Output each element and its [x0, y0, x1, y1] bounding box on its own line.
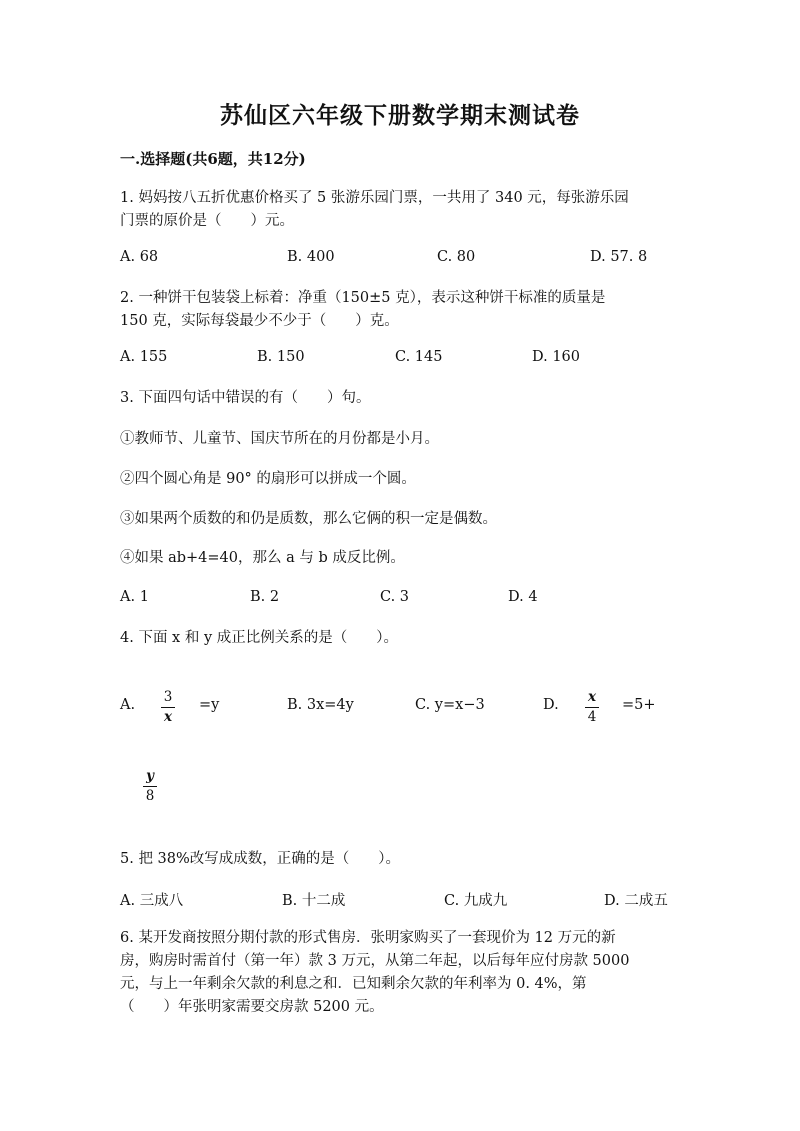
fraction-numerator: y: [146, 768, 154, 784]
question-3-option-b: B. 2: [250, 589, 280, 605]
section-heading: 一.选择题(共6题，共12分): [120, 150, 306, 168]
question-6-line-2: 房，购房时需首付（第一年）款 3 万元，从第二年起，以后每年应付房款 5000: [120, 953, 630, 969]
question-3-option-d: D. 4: [508, 589, 538, 605]
fraction-bar: [585, 707, 599, 708]
fraction-bar: [143, 786, 157, 787]
question-3-option-a: A. 1: [120, 589, 149, 605]
fraction-denominator: x: [163, 709, 173, 725]
question-3-line-1: 3. 下面四句话中错误的有（ ）句。: [120, 390, 371, 406]
question-3-statement-4: ④如果 ab+4=40，那么 a 与 b 成反比例。: [120, 550, 405, 566]
question-2-option-c: C. 145: [395, 349, 443, 365]
question-2-line-2: 150 克，实际每袋最少不少于（ ）克。: [120, 313, 399, 329]
question-4-option-d-fraction: [585, 689, 599, 725]
question-5-option-c: C. 九成九: [444, 893, 508, 909]
question-6-line-1: 6. 某开发商按照分期付款的形式售房．张明家购买了一套现价为 12 万元的新: [120, 930, 616, 946]
question-2-line-1: 2. 一种饼干包装袋上标着：净重（150±5 克），表示这种饼干标准的质量是: [120, 290, 606, 306]
question-1-option-b: B. 400: [287, 249, 335, 265]
question-4-option-a-fraction: [161, 689, 175, 725]
question-1-option-d: D. 57. 8: [590, 249, 648, 265]
question-3-statement-1: ①教师节、儿童节、国庆节所在的月份都是小月。: [120, 431, 439, 447]
question-4-line-1: 4. 下面 x 和 y 成正比例关系的是（ ）。: [120, 630, 398, 646]
question-6-line-4: （ ）年张明家需要交房款 5200 元。: [120, 999, 384, 1015]
question-4-option-b: B. 3x=4y: [287, 697, 354, 713]
question-5-option-b: B. 十二成: [282, 893, 346, 909]
fraction-bar: [161, 707, 175, 708]
question-5-option-d: D. 二成五: [604, 893, 668, 909]
question-4-option-d-label: D.: [543, 697, 559, 713]
question-2-option-a: A. 155: [120, 349, 168, 365]
question-2-option-b: B. 150: [257, 349, 305, 365]
question-4-option-c: C. y=x−3: [415, 697, 485, 713]
question-5-line-1: 5. 把 38%改写成成数，正确的是（ ）。: [120, 851, 401, 867]
question-5-option-a: A. 三成八: [120, 893, 184, 909]
question-1-option-a: A. 68: [120, 249, 159, 265]
question-1-line-2: 门票的原价是（ ）元。: [120, 213, 294, 229]
fraction-numerator: 3: [163, 689, 173, 705]
question-1-option-c: C. 80: [437, 249, 476, 265]
question-4-option-a-rest: =y: [199, 697, 220, 713]
page-title: 苏仙区六年级下册数学期末测试卷: [220, 102, 580, 129]
question-4-option-d-rest: =5+: [622, 697, 656, 713]
fraction-numerator: x: [587, 689, 597, 705]
question-3-option-c: C. 3: [380, 589, 410, 605]
question-1-line-1: 1. 妈妈按八五折优惠价格买了 5 张游乐园门票，一共用了 340 元，每张游乐园: [120, 190, 629, 206]
question-4-option-d-fraction-2: [143, 768, 157, 804]
question-2-option-d: D. 160: [532, 349, 581, 365]
question-3-statement-2: ②四个圆心角是 90° 的扇形可以拼成一个圆。: [120, 471, 416, 487]
question-6-line-3: 元，与上一年剩余欠款的利息之和．已知剩余欠款的年利率为 0. 4%，第: [120, 976, 587, 992]
question-3-statement-3: ③如果两个质数的和仍是质数，那么它俩的积一定是偶数。: [120, 511, 497, 527]
fraction-denominator: 8: [145, 788, 155, 804]
question-4-option-a-label: A.: [120, 697, 136, 713]
fraction-denominator: 4: [587, 709, 597, 725]
